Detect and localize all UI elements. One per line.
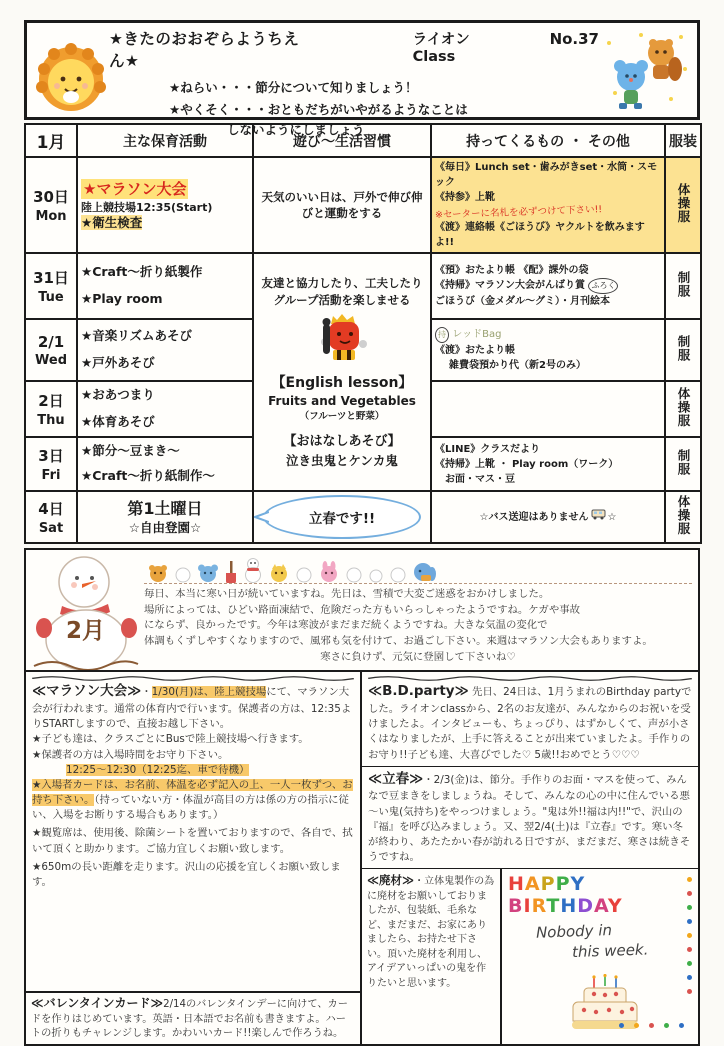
- birthday-message-line2: this week.: [571, 940, 649, 962]
- date-cell: 31日 Tue: [25, 253, 77, 319]
- activities-cell: ★マラソン大会 陸上競技場12:35(Start) ★衛生検査: [77, 157, 253, 253]
- left-column: [26, 672, 362, 1044]
- risshun-speech-bubble: 立春です!!: [263, 495, 421, 539]
- table-row-mon: [25, 157, 701, 253]
- snow-animals-border-icon: [144, 554, 692, 584]
- risshun-title: ≪立春≫: [368, 770, 424, 787]
- aim-line: ★ねらい・・・節分について知りましょう！: [169, 80, 418, 95]
- header-top-line: [109, 27, 599, 71]
- date-cell: 2/1 Wed: [25, 319, 77, 381]
- issue-number: No.37: [549, 30, 599, 48]
- items-cell-tue: 《預》おたより帳 《配》課外の袋 《持帰》マラソン大会がんばり賞 ふろく ごほうび（金メダル～グミ）・月刊絵本: [431, 253, 665, 319]
- mouse-character: [614, 60, 648, 109]
- handwritten-red-note: ※セーターに名札を必ずつけて下さい!!: [434, 204, 603, 221]
- happy-birthday-title: HAPPY BIRTHDAY: [508, 873, 623, 918]
- table-row-sat: [25, 491, 701, 543]
- play-cell-mon: 天気のいい日は、戸外で伸び伸びと運動をする: [253, 157, 431, 253]
- header-text: [109, 27, 599, 137]
- table-row-tue: [25, 253, 701, 319]
- play-cell-merged: 友達と協力したり、工夫したり グループ活動を楽しませる 【English lesson】 Fruits and Vegetables （フルーツと野菜） 【おはなしあそび】 泣き虫鬼とケンカ鬼: [253, 253, 431, 491]
- wavy-divider: [368, 675, 692, 682]
- lion-icon: [33, 27, 109, 115]
- activities-cell: ★Craft～折り紙製作 ★Play room: [77, 253, 253, 319]
- confetti-dots: [687, 877, 692, 994]
- date-cell: 3日 Fri: [25, 437, 77, 491]
- birthday-message-line1: Nobody in: [535, 921, 613, 943]
- mascot-characters-icon: [599, 27, 691, 115]
- activities-cell: 第1土曜日 ☆自由登園☆: [77, 491, 253, 543]
- candle-dots: [619, 1023, 684, 1028]
- activities-cell: ★おあつまり ★体育あそび: [77, 381, 253, 437]
- date-cell: 2日 Thu: [25, 381, 77, 437]
- marathon-event-label: ★マラソン大会: [83, 179, 187, 198]
- uniform-cell: 体操服: [665, 157, 701, 253]
- speech-bubble-tail: [253, 509, 269, 529]
- schedule-table: [24, 123, 702, 544]
- play-cell-sat: [253, 491, 431, 543]
- uniform-cell: 制服: [665, 437, 701, 491]
- valentine-section: ≪バレンタインカード≫2/14のバレンタインデーに向けて、カードを作りはじめています。英語・日本語でお名前も書きますよ。ハートの折りもチャレンジします。かわいいカード!!楽しんで作ろうね。: [24, 991, 362, 1046]
- right-column: [362, 672, 698, 1044]
- english-lesson-title: 【English lesson】: [271, 374, 413, 391]
- uniform-cell: 体操服: [665, 491, 701, 543]
- story-play-title: 【おはなしあそび】: [283, 434, 401, 450]
- column-header-items: 持ってくるもの ・ その他: [431, 124, 665, 157]
- column-header-activities: 主な保育活動: [77, 124, 253, 157]
- haizai-section: ≪廃材≫・立体鬼製作の為に廃材をお願いしておりましたが、包装紙、毛糸など、まだまだ、お家にありましたら、お持たせ下さい。頂いた廃材を利用し、アイデアいっぱいの鬼を作りたいと思います。: [362, 869, 502, 1044]
- oni-demon-icon: [257, 312, 427, 370]
- items-cell-sat: ☆バス送迎はありません ☆: [431, 491, 665, 543]
- activities-cell: ★節分～豆まき～ ★Craft～折り紙制作～: [77, 437, 253, 491]
- uniform-cell: 制服: [665, 319, 701, 381]
- squirrel-character: [648, 39, 682, 81]
- header: [24, 20, 700, 137]
- marathon-section: ≪マラソン大会≫・1/30(月)は、陸上競技場にて、マラソン大会が行われます。通常の体育内で行います。保護者の方は、12:35よりSTARTしますので、直接お越し下さい。 ★子ども達は、クラスごとにBusで陸上競技場へ行きます。 ★保護者の方は入場時間をお守り下さい。 12:25～12:30（12:25迄、車で待機） ★入場者カードは、お名前、体温を必ず記入の上、一人一枚ずつ、お持ち下さい。（持っていない方・体温が高目の方は係の方の指示に従い、入場をお断りする場合もあります。） ★観覧席は、使用後、除菌シートを置いておりますので、各自で、拭いて頂くと助かります。ご協力宜しくお願い致します。 ★650mの長い距離を走ります。沢山の応援を宜しくお願い致します。: [26, 672, 360, 991]
- birthday-cake-icon: [566, 974, 644, 1040]
- bus-icon: [591, 509, 606, 525]
- uniform-cell: 制服: [665, 253, 701, 319]
- february-greeting: [26, 550, 698, 672]
- wavy-divider: [32, 675, 354, 682]
- handwritten-pencil-note: 持 レッドBag: [435, 327, 661, 343]
- newsletter-body: [24, 548, 700, 1046]
- class-name: ライオン Class: [412, 32, 470, 65]
- risshun-section: ≪立春≫・2/3(金)は、節分。手作りのお面・マスを使って、みんなで豆まきをしましょうね。そして、みんなの心の中に住んでいる悪～い鬼(気持ち)をやっつけましょう。"鬼は外!!福は内!!"で、沢山の『福』を呼び込みましょう。又、翌2/4(土)は『立春』です。寒い冬が終わり、あたたかい春が訪れる日ですが、まだまだ、寒さは続きそうですね。: [368, 770, 691, 864]
- lion-icon-svg: [36, 41, 106, 115]
- column-header-uniform: 服装: [665, 124, 701, 157]
- column-header-play: 遊び～生活習慣: [253, 124, 431, 157]
- column-header-month: 1月: [25, 124, 77, 157]
- bdparty-section: ≪B.D.party≫ 先日、24日は、1月うまれのBirthday partyでした。ライオンclassから、2名のお友達が、みんなからのお祝いを受けましたよ。インタビューも、ちょっぴり、はずかしくて、声が小さくはなりましたが、上手に答えることが出来ていましたよ。手作りのお守り!!子ども達、大喜びでした♡ 5歳!!おめでとう♡♡♡: [362, 672, 698, 765]
- items-cell-thu-empty: [431, 381, 665, 437]
- haizai-title: ≪廃材≫: [367, 873, 415, 888]
- greeting-text: 毎日、本当に寒い日が続いていますね。先日は、雪積で大変ご迷惑をおかけしました。 場所によっては、ひどい路面凍結で、危険だった方もいらっしゃったようですね。ケガや事故 にならず、良かったです。今年は寒波がまだまだ続くようですね。大きな気温の変化で 体調もくずしやすくなりますので、風邪も気を付けて、お過ごし下さい。来週はマラソン大会もありますよ。 寒さに負けず、元気に登園して下さいね♡: [144, 588, 653, 663]
- month-label: 2月: [66, 618, 106, 645]
- furoku-circled-note: ふろく: [588, 278, 618, 294]
- promise-line-2: しないようにしましょう: [227, 122, 365, 137]
- activities-cell: ★音楽リズムあそび ★戸外あそび: [77, 319, 253, 381]
- bdparty-title: ≪B.D.party≫: [368, 683, 469, 700]
- items-cell-wed: 持 レッドBag 《渡》おたより帳 雑費袋預かり代（新2号のみ）: [431, 319, 665, 381]
- items-cell-fri: 《LINE》クラスだより 《持帰》上靴 ・ Play room（ワーク） お面・マス・豆: [431, 437, 665, 491]
- valentine-title: ≪バレンタインカード≫: [31, 995, 164, 1010]
- birthday-section: [502, 869, 698, 1044]
- school-name: ★きたのおおぞらようちえん★: [109, 30, 300, 70]
- promise-line-1: ★やくそく・・・おともだちがいやがるようなことは: [169, 102, 468, 117]
- marathon-title: ≪マラソン大会≫: [32, 683, 142, 700]
- snowman-icon: [32, 554, 140, 670]
- date-cell: 4日 Sat: [25, 491, 77, 543]
- date-cell: 30日 Mon: [25, 157, 77, 253]
- uniform-cell: 体操服: [665, 381, 701, 437]
- items-cell-mon: 《毎日》Lunch set・歯みがきset・水筒・スモック 《持参》上靴 ※セーターに名札を必ずつけて下さい!! 《渡》連絡帳《ごほうび》ヤクルトを飲みますよ!!: [431, 157, 665, 253]
